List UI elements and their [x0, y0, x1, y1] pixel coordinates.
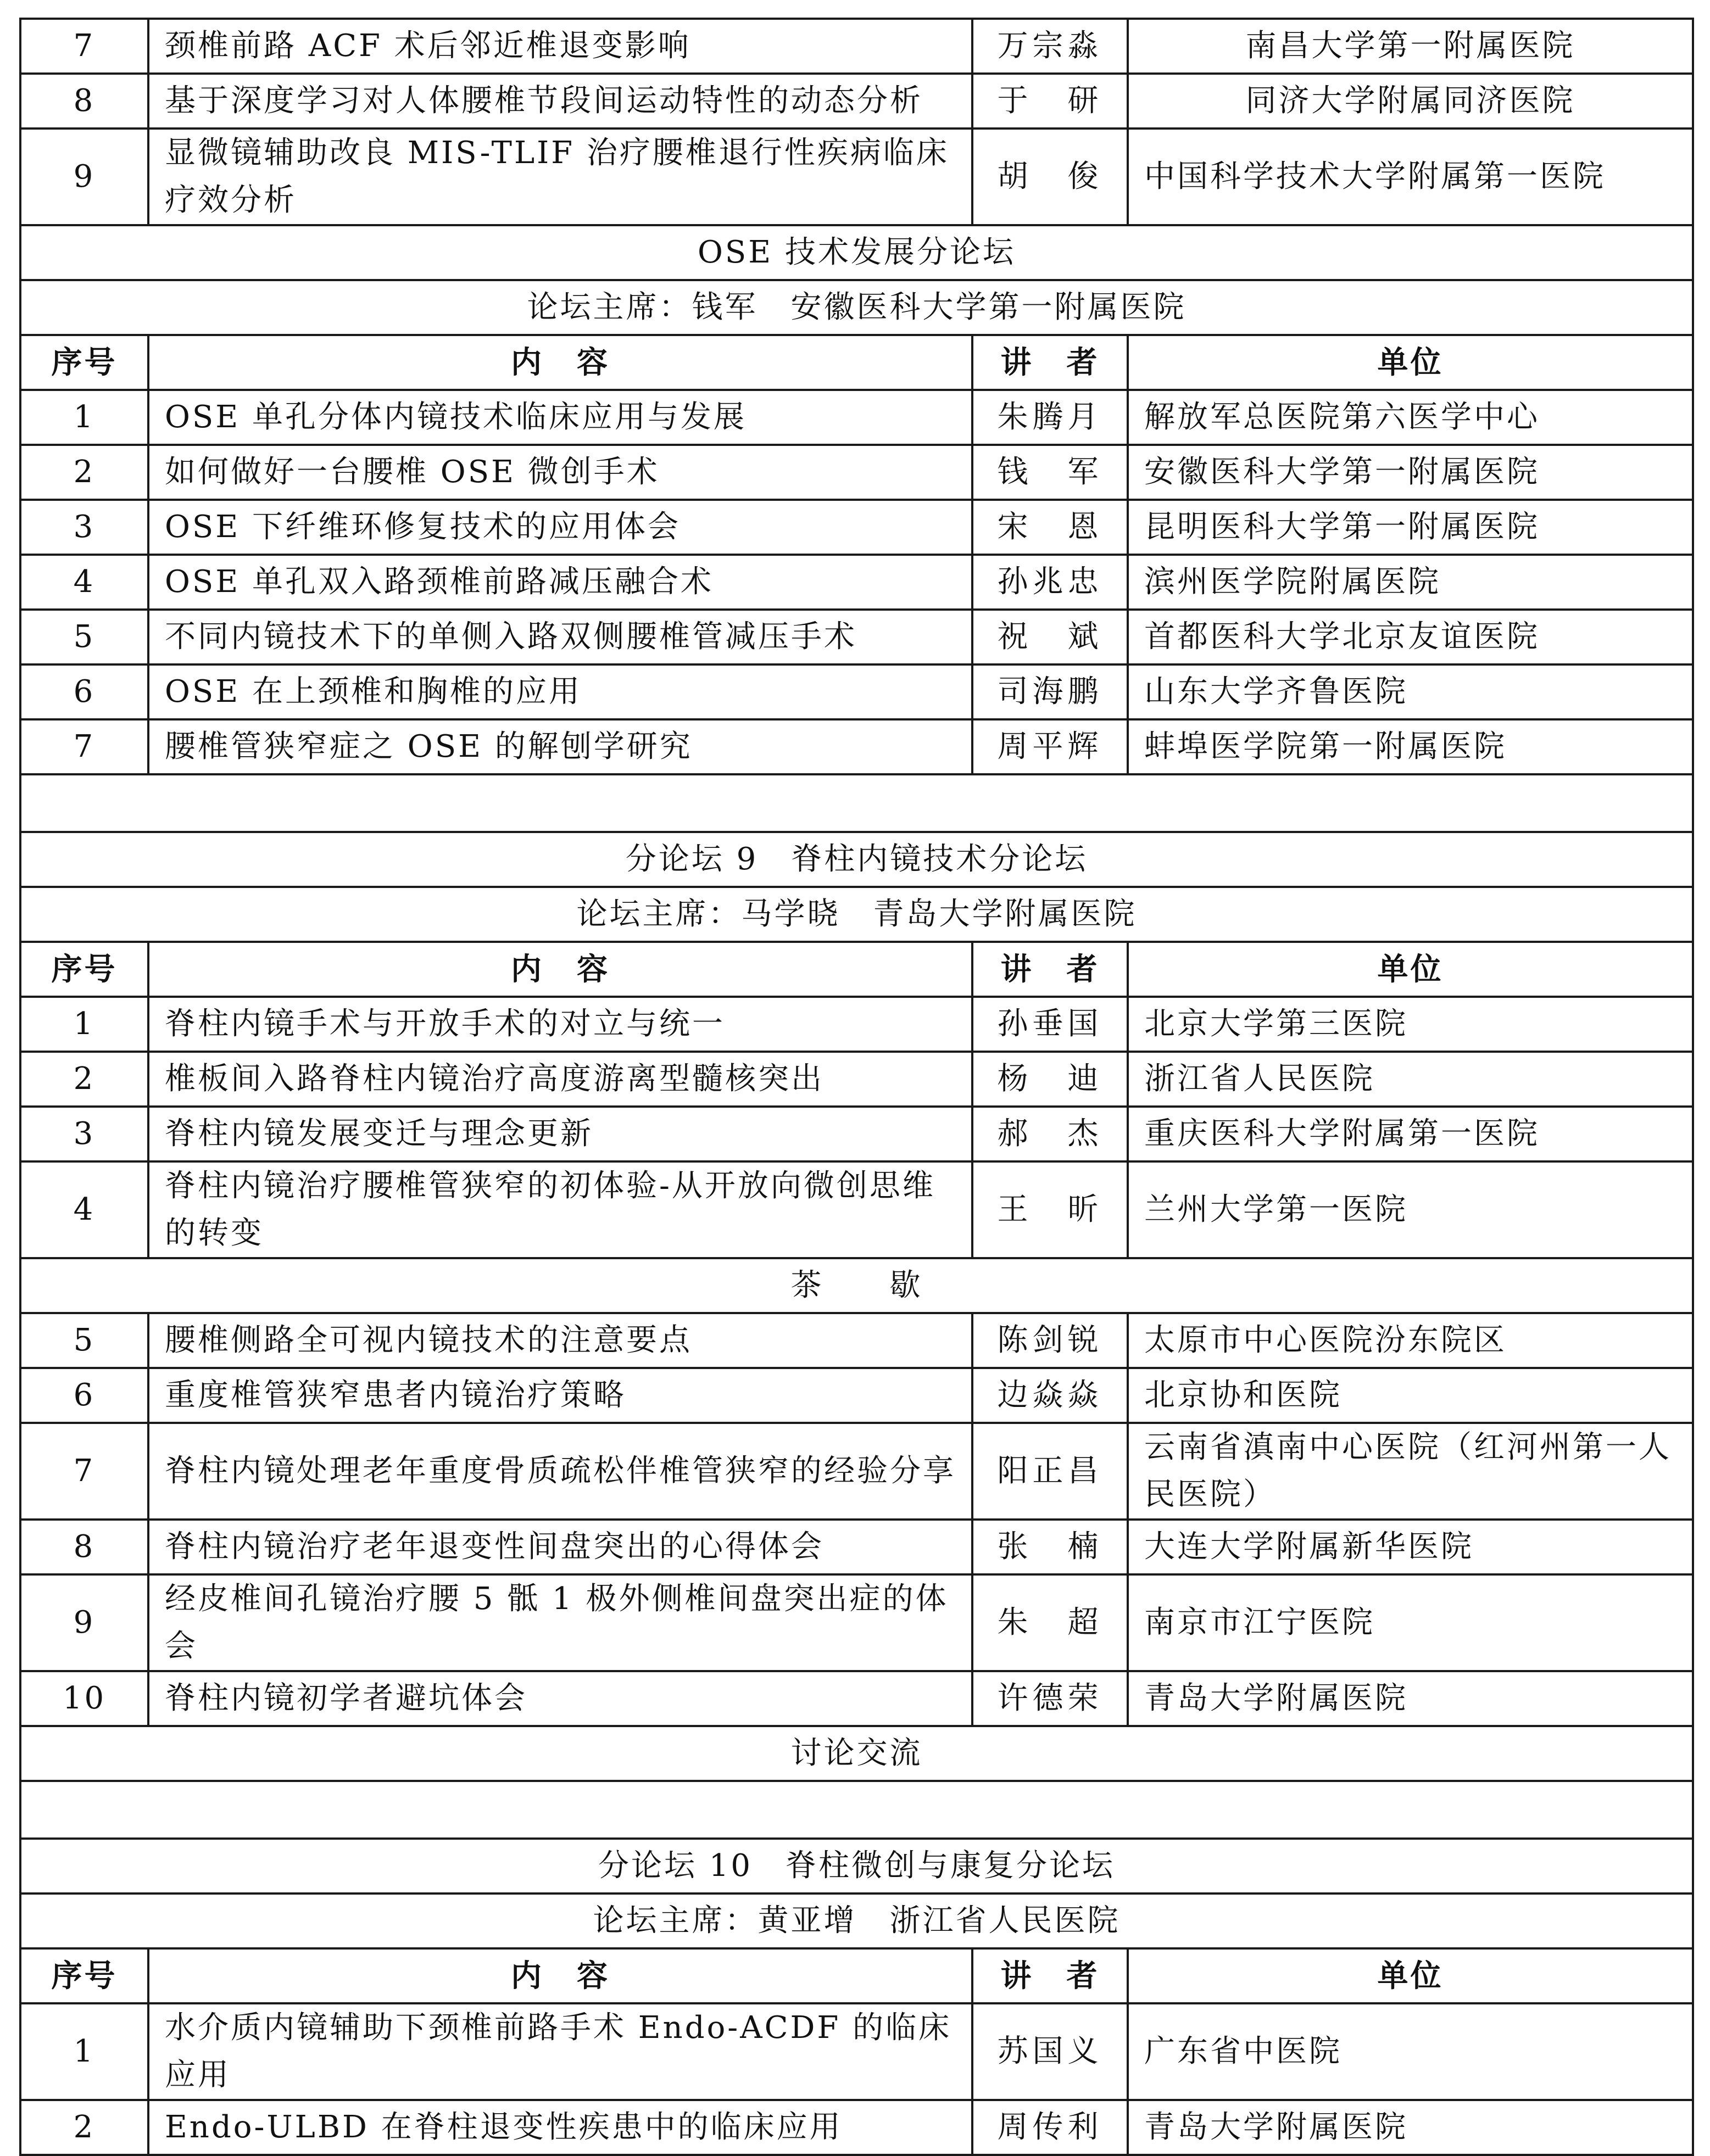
speaker-cell: 杨 迪: [972, 1052, 1128, 1107]
speaker-cell: 钱 军: [972, 445, 1128, 500]
section-row: [20, 1894, 1693, 1948]
organization-cell: 昆明医科大学第一附属医院: [1128, 500, 1693, 555]
schedule-table: [19, 18, 1694, 2156]
section-row: [20, 225, 1693, 280]
topic-cell: 基于深度学习对人体腰椎节段间运动特性的动态分析: [148, 74, 972, 129]
organization-cell: 青岛大学附属医院: [1128, 1671, 1693, 1726]
topic-cell: 如何做好一台腰椎 OSE 微创手术: [148, 445, 972, 500]
organization-cell: 中国科学技术大学附属第一医院: [1128, 129, 1693, 225]
speaker-cell: 王 昕: [972, 1161, 1128, 1258]
row-number: 3: [20, 500, 148, 555]
row-number: 1: [20, 997, 148, 1052]
row-number: 5: [20, 1313, 148, 1368]
table-row: [20, 997, 1693, 1052]
row-number: 3: [20, 1107, 148, 1161]
row-number: 2: [20, 445, 148, 500]
column-header-number: 序号: [20, 1948, 148, 2003]
table-row: [20, 500, 1693, 555]
header-row: [20, 942, 1693, 997]
section-row: [20, 832, 1693, 887]
table-row: [20, 1671, 1693, 1726]
speaker-cell: 于 研: [972, 74, 1128, 129]
section-title: 茶 歇: [20, 1258, 1693, 1313]
section-row: [20, 887, 1693, 942]
speaker-cell: 张 楠: [972, 1520, 1128, 1574]
row-number: 8: [20, 1520, 148, 1574]
column-header-speaker: 讲 者: [972, 335, 1128, 390]
speaker-cell: 周传利: [972, 2100, 1128, 2155]
header-row: [20, 335, 1693, 390]
speaker-cell: 郝 杰: [972, 1107, 1128, 1161]
topic-cell: 水介质内镜辅助下颈椎前路手术 Endo-ACDF 的临床应用: [148, 2003, 972, 2100]
column-header-speaker: 讲 者: [972, 1948, 1128, 2003]
organization-cell: 同济大学附属同济医院: [1128, 74, 1693, 129]
section-row: [20, 1839, 1693, 1894]
row-number: 5: [20, 610, 148, 664]
table-row: [20, 664, 1693, 719]
row-number: 9: [20, 129, 148, 225]
table-row: [20, 2003, 1693, 2100]
column-header-number: 序号: [20, 942, 148, 997]
table-row: [20, 555, 1693, 610]
column-header-organization: 单位: [1128, 1948, 1693, 2003]
table-row: [20, 2100, 1693, 2155]
section-title: 论坛主席：钱军 安徽医科大学第一附属医院: [20, 280, 1693, 335]
row-number: 1: [20, 2003, 148, 2100]
topic-cell: 脊柱内镜治疗老年退变性间盘突出的心得体会: [148, 1520, 972, 1574]
table-row: [20, 19, 1693, 74]
topic-cell: 经皮椎间孔镜治疗腰 5 骶 1 极外侧椎间盘突出症的体会: [148, 1574, 972, 1671]
row-number: 9: [20, 1574, 148, 1671]
column-header-content: 内 容: [148, 942, 972, 997]
topic-cell: 腰椎管狭窄症之 OSE 的解刨学研究: [148, 719, 972, 774]
section-title: 分论坛 10 脊柱微创与康复分论坛: [20, 1839, 1693, 1894]
organization-cell: 南昌大学第一附属医院: [1128, 19, 1693, 74]
column-header-speaker: 讲 者: [972, 942, 1128, 997]
organization-cell: 青岛大学附属医院: [1128, 2100, 1693, 2155]
row-number: 6: [20, 1368, 148, 1423]
table-row: [20, 1161, 1693, 1258]
section-title: 论坛主席：黄亚增 浙江省人民医院: [20, 1894, 1693, 1948]
empty-cell: [20, 1781, 1693, 1839]
topic-cell: 椎板间入路脊柱内镜治疗高度游离型髓核突出: [148, 1052, 972, 1107]
organization-cell: 太原市中心医院汾东院区: [1128, 1313, 1693, 1368]
table-row: [20, 1313, 1693, 1368]
topic-cell: 重度椎管狭窄患者内镜治疗策略: [148, 1368, 972, 1423]
row-number: 6: [20, 664, 148, 719]
table-row: [20, 1107, 1693, 1161]
row-number: 10: [20, 1671, 148, 1726]
topic-cell: 脊柱内镜处理老年重度骨质疏松伴椎管狭窄的经验分享: [148, 1423, 972, 1520]
organization-cell: 山东大学齐鲁医院: [1128, 664, 1693, 719]
table-row: [20, 610, 1693, 664]
topic-cell: 脊柱内镜治疗腰椎管狭窄的初体验-从开放向微创思维的转变: [148, 1161, 972, 1258]
section-row: [20, 1726, 1693, 1781]
speaker-cell: 朱腾月: [972, 390, 1128, 445]
row-number: 1: [20, 390, 148, 445]
topic-cell: OSE 单孔分体内镜技术临床应用与发展: [148, 390, 972, 445]
topic-cell: 脊柱内镜初学者避坑体会: [148, 1671, 972, 1726]
column-header-number: 序号: [20, 335, 148, 390]
speaker-cell: 许德荣: [972, 1671, 1128, 1726]
speaker-cell: 司海鹏: [972, 664, 1128, 719]
organization-cell: 浙江省人民医院: [1128, 1052, 1693, 1107]
speaker-cell: 祝 斌: [972, 610, 1128, 664]
row-number: 8: [20, 74, 148, 129]
table-row: [20, 1574, 1693, 1671]
table-row: [20, 74, 1693, 129]
table-row: [20, 1368, 1693, 1423]
row-number: 2: [20, 1052, 148, 1107]
organization-cell: 蚌埠医学院第一附属医院: [1128, 719, 1693, 774]
table-row: [20, 1052, 1693, 1107]
speaker-cell: 周平辉: [972, 719, 1128, 774]
section-title: 分论坛 9 脊柱内镜技术分论坛: [20, 832, 1693, 887]
topic-cell: OSE 单孔双入路颈椎前路减压融合术: [148, 555, 972, 610]
row-number: 7: [20, 19, 148, 74]
row-number: 7: [20, 719, 148, 774]
organization-cell: 北京大学第三医院: [1128, 997, 1693, 1052]
topic-cell: OSE 下纤维环修复技术的应用体会: [148, 500, 972, 555]
speaker-cell: 边焱焱: [972, 1368, 1128, 1423]
topic-cell: 颈椎前路 ACF 术后邻近椎退变影响: [148, 19, 972, 74]
section-row: [20, 280, 1693, 335]
row-number: 7: [20, 1423, 148, 1520]
speaker-cell: 万宗淼: [972, 19, 1128, 74]
header-row: [20, 1948, 1693, 2003]
topic-cell: 显微镜辅助改良 MIS-TLIF 治疗腰椎退行性疾病临床疗效分析: [148, 129, 972, 225]
organization-cell: 滨州医学院附属医院: [1128, 555, 1693, 610]
section-row: [20, 1258, 1693, 1313]
organization-cell: 广东省中医院: [1128, 2003, 1693, 2100]
topic-cell: 不同内镜技术下的单侧入路双侧腰椎管减压手术: [148, 610, 972, 664]
speaker-cell: 孙垂国: [972, 997, 1128, 1052]
topic-cell: 脊柱内镜手术与开放手术的对立与统一: [148, 997, 972, 1052]
speaker-cell: 孙兆忠: [972, 555, 1128, 610]
section-title: 论坛主席：马学晓 青岛大学附属医院: [20, 887, 1693, 942]
section-title: OSE 技术发展分论坛: [20, 225, 1693, 280]
column-header-organization: 单位: [1128, 942, 1693, 997]
table-row: [20, 445, 1693, 500]
section-title: 讨论交流: [20, 1726, 1693, 1781]
organization-cell: 云南省滇南中心医院（红河州第一人民医院）: [1128, 1423, 1693, 1520]
organization-cell: 首都医科大学北京友谊医院: [1128, 610, 1693, 664]
speaker-cell: 苏国义: [972, 2003, 1128, 2100]
organization-cell: 南京市江宁医院: [1128, 1574, 1693, 1671]
table-row: [20, 129, 1693, 225]
column-header-content: 内 容: [148, 335, 972, 390]
organization-cell: 大连大学附属新华医院: [1128, 1520, 1693, 1574]
organization-cell: 北京协和医院: [1128, 1368, 1693, 1423]
table-row: [20, 1423, 1693, 1520]
table-row: [20, 1520, 1693, 1574]
spacer-row: [20, 774, 1693, 832]
speaker-cell: 阳正昌: [972, 1423, 1128, 1520]
row-number: 4: [20, 1161, 148, 1258]
organization-cell: 重庆医科大学附属第一医院: [1128, 1107, 1693, 1161]
speaker-cell: 朱 超: [972, 1574, 1128, 1671]
column-header-organization: 单位: [1128, 335, 1693, 390]
speaker-cell: 陈剑锐: [972, 1313, 1128, 1368]
speaker-cell: 胡 俊: [972, 129, 1128, 225]
column-header-content: 内 容: [148, 1948, 972, 2003]
topic-cell: Endo-ULBD 在脊柱退变性疾患中的临床应用: [148, 2100, 972, 2155]
row-number: 2: [20, 2100, 148, 2155]
organization-cell: 兰州大学第一医院: [1128, 1161, 1693, 1258]
empty-cell: [20, 774, 1693, 832]
topic-cell: 腰椎侧路全可视内镜技术的注意要点: [148, 1313, 972, 1368]
organization-cell: 安徽医科大学第一附属医院: [1128, 445, 1693, 500]
organization-cell: 解放军总医院第六医学中心: [1128, 390, 1693, 445]
row-number: 4: [20, 555, 148, 610]
speaker-cell: 宋 恩: [972, 500, 1128, 555]
topic-cell: 脊柱内镜发展变迁与理念更新: [148, 1107, 972, 1161]
spacer-row: [20, 1781, 1693, 1839]
table-row: [20, 719, 1693, 774]
table-row: [20, 390, 1693, 445]
topic-cell: OSE 在上颈椎和胸椎的应用: [148, 664, 972, 719]
